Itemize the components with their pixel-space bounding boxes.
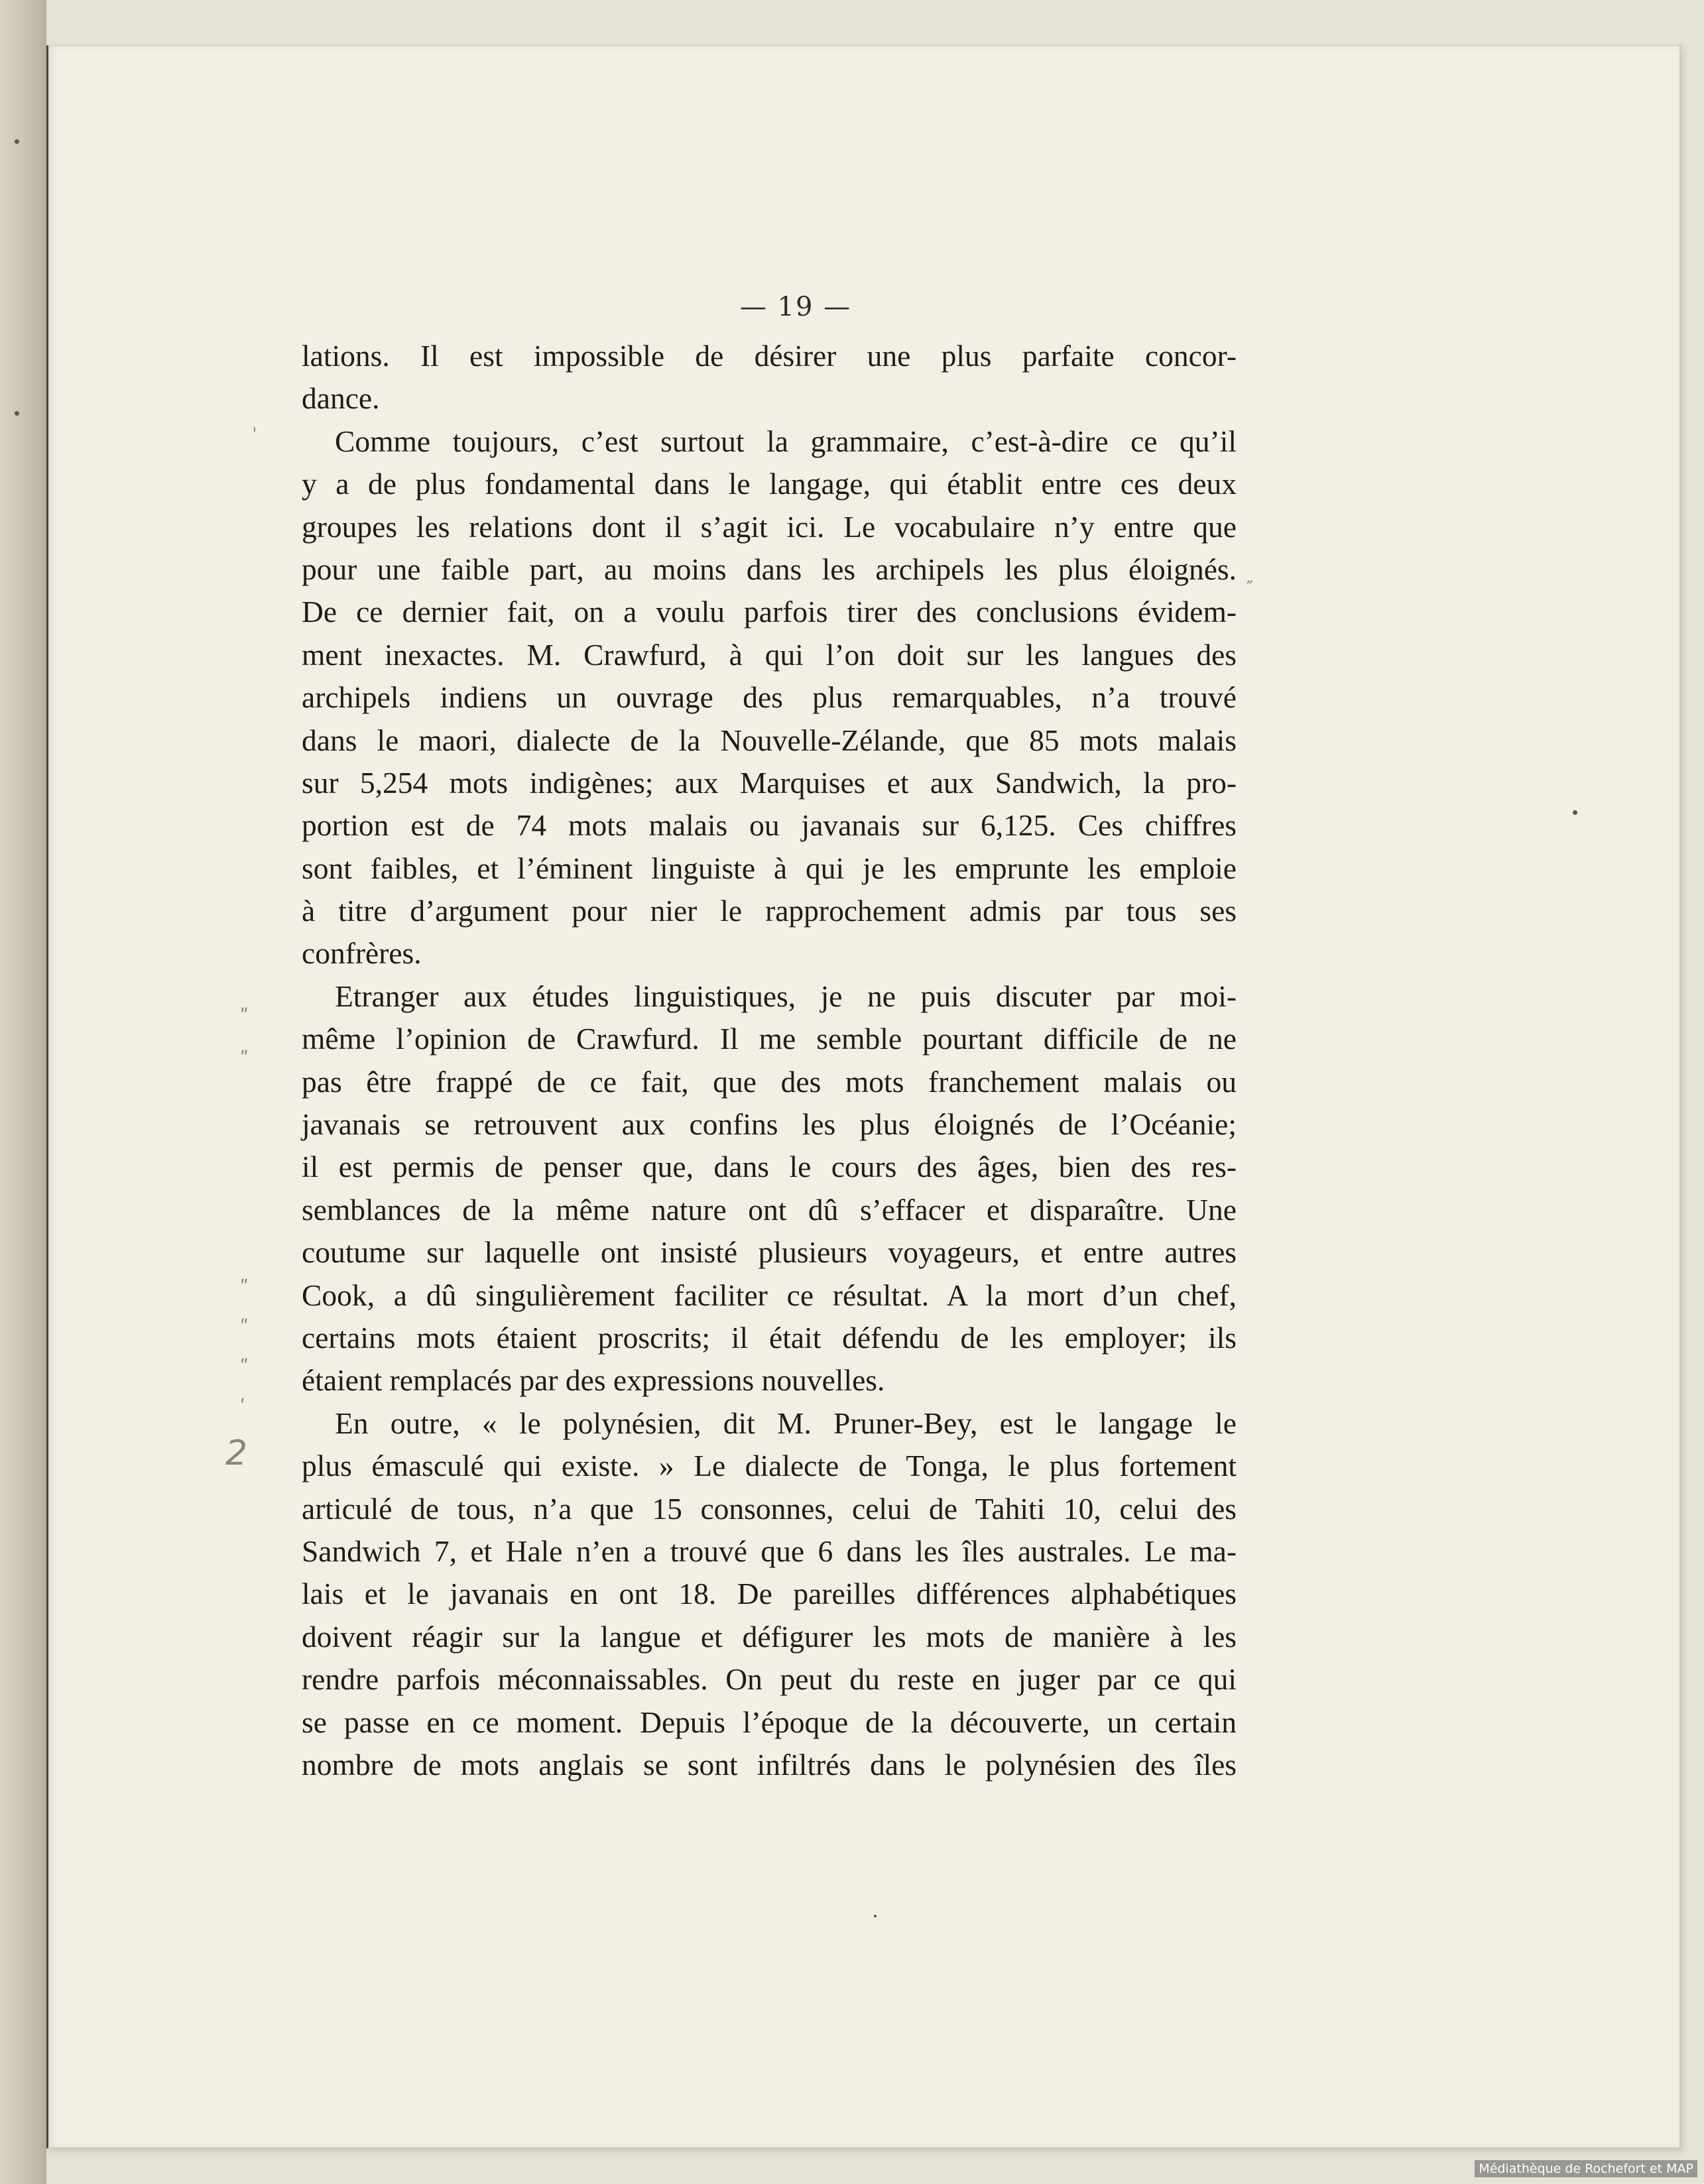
body-text — [302, 335, 1237, 1786]
page-speck — [1573, 810, 1577, 815]
text-line: nombre de mots anglais se sont infiltrés dans le polynésien des îles — [302, 1747, 1237, 1782]
page-speck — [874, 1915, 877, 1917]
text-line: y a de plus fondamental dans le langage, qui établit entre ces deux — [302, 467, 1237, 501]
text-line: lais et le javanais en ont 18. De pareilles différences alphabétiques — [302, 1577, 1237, 1611]
spine-dot — [15, 139, 19, 144]
margin-tick-mark: ʺ — [240, 1356, 249, 1378]
book-spine — [0, 0, 46, 2184]
text-line: lations. Il est impossible de désirer une plus parfaite concor- — [302, 339, 1237, 373]
margin-tick-mark: ʺ — [240, 1048, 249, 1069]
spine-dot — [15, 411, 19, 416]
text-line: Cook, a dû singulièrement faciliter ce résultat. A la mort d’un chef, — [302, 1278, 1237, 1312]
text-line: Sandwich 7, et Hale n’en a trouvé que 6 dans les îles australes. Le ma- — [302, 1534, 1237, 1568]
margin-tick-mark: ″ — [1247, 577, 1254, 599]
text-line: Comme toujours, c’est surtout la grammaire, c’est-à-dire ce qu’il — [335, 424, 1237, 458]
margin-tick-mark: ʺ — [240, 1005, 249, 1027]
text-line: confrères. — [302, 936, 422, 971]
text-line: dans le maori, dialecte de la Nouvelle-Zélande, que 85 mots malais — [302, 723, 1237, 757]
text-line: se passe en ce moment. Depuis l’époque de la découverte, un certain — [302, 1705, 1237, 1739]
text-line: sur 5,254 mots indigènes; aux Marquises et aux Sandwich, la pro- — [302, 765, 1237, 800]
text-line: Etranger aux études linguistiques, je ne puis discuter par moi- — [335, 979, 1237, 1013]
text-line: même l’opinion de Crawfurd. Il me semble pourtant difficile de ne — [302, 1022, 1237, 1056]
text-line: il est permis de penser que, dans le cours des âges, bien des res- — [302, 1150, 1237, 1184]
text-line: sont faibles, et l’éminent linguiste à qui je les emprunte les emploie — [302, 851, 1237, 885]
text-line: pour une faible part, au moins dans les archipels les plus éloignés. — [302, 552, 1237, 586]
margin-tick-mark: ʺ — [240, 1316, 249, 1338]
text-line: De ce dernier fait, on a voulu parfois tirer des conclusions évidem- — [302, 595, 1237, 629]
text-line: coutume sur laquelle ont insisté plusieurs voyageurs, et entre autres — [302, 1235, 1237, 1270]
text-line: rendre parfois méconnaissables. On peut du reste en juger par ce qui — [302, 1662, 1237, 1697]
text-line: ment inexactes. M. Crawfurd, à qui l’on doit sur les langues des — [302, 637, 1237, 672]
margin-tick-mark: ʺ — [240, 1276, 249, 1298]
text-line: semblances de la même nature ont dû s’effacer et disparaître. Une — [302, 1192, 1237, 1227]
text-line: étaient remplacés par des expressions nouvelles. — [302, 1363, 885, 1398]
pencil-margin-number: 2 — [225, 1433, 248, 1473]
text-line: portion est de 74 mots malais ou javanais sur 6,125. Ces chiffres — [302, 808, 1237, 843]
text-line: articulé de tous, n’a que 15 consonnes, celui de Tahiti 10, celui des — [302, 1491, 1237, 1526]
margin-tick-mark: ˈ — [252, 424, 257, 446]
library-credit: Médiathèque de Rochefort et MAP — [1475, 2160, 1697, 2177]
text-line: javanais se retrouvent aux confins les plus éloignés de l’Océanie; — [302, 1107, 1237, 1142]
text-line: pas être frappé de ce fait, que des mots franchement malais ou — [302, 1064, 1237, 1099]
page-number: — 19 — — [739, 292, 852, 322]
text-line: à titre d’argument pour nier le rapprochement admis par tous ses — [302, 894, 1237, 928]
text-line: groupes les relations dont il s’agit ici. Le vocabulaire n’y entre que — [302, 509, 1237, 544]
text-line: certains mots étaient proscrits; il était défendu de les employer; ils — [302, 1320, 1237, 1355]
text-line: archipels indiens un ouvrage des plus remarquables, n’a trouvé — [302, 680, 1237, 715]
margin-tick-mark: ʹ — [240, 1396, 245, 1418]
text-line: dance. — [302, 381, 380, 416]
text-line: doivent réagir sur la langue et défigurer les mots de manière à les — [302, 1619, 1237, 1654]
text-line: plus émasculé qui existe. » Le dialecte de Tonga, le plus fortement — [302, 1449, 1237, 1483]
text-line: En outre, « le polynésien, dit M. Pruner-Bey, est le langage le — [335, 1406, 1237, 1440]
